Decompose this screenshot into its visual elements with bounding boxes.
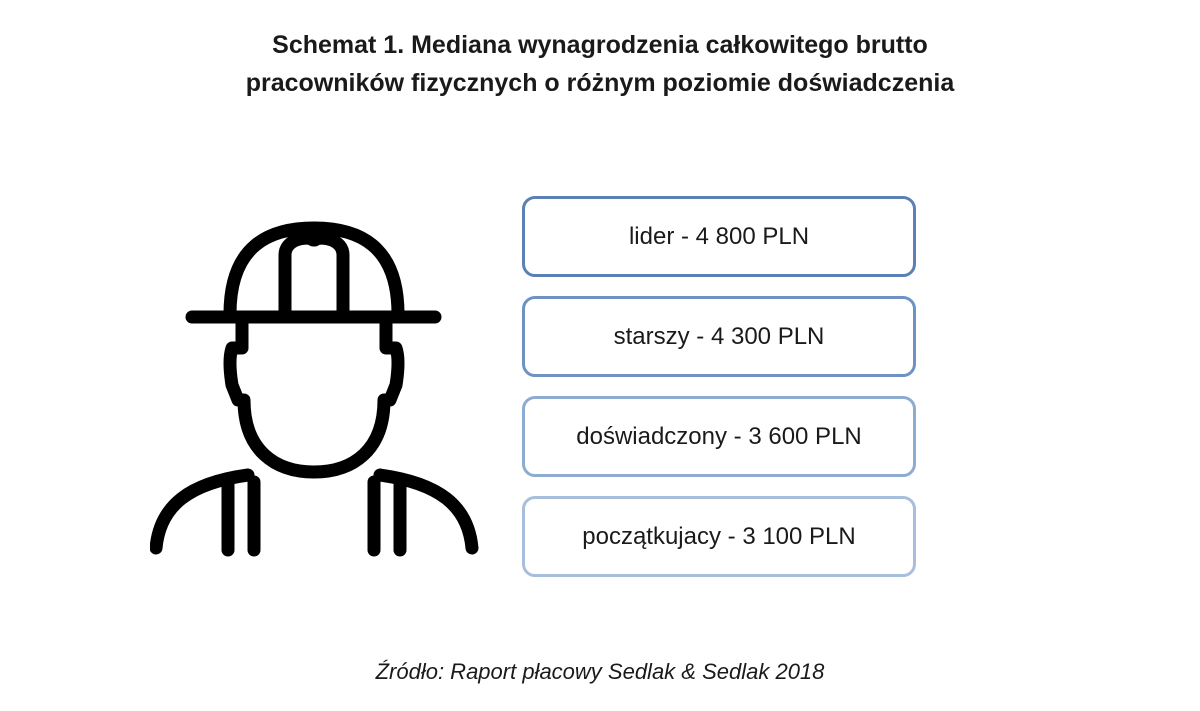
helmet-ridge-left — [285, 238, 315, 314]
diagram-title — [0, 26, 1200, 102]
level-label: doświadczony - 3 600 PLN — [576, 422, 862, 450]
level-label: starszy - 4 300 PLN — [613, 322, 825, 350]
diagram-title-line-1: Schemat 1. Mediana wynagrodzenia całkowitego brutto — [272, 31, 928, 59]
level-label: początkujacy - 3 100 PLN — [582, 522, 856, 550]
head-outline — [230, 322, 398, 472]
level-box-senior — [522, 296, 916, 377]
level-label: lider - 4 800 PLN — [628, 222, 810, 250]
level-box-leader — [522, 196, 916, 277]
helmet-ridge-right — [313, 238, 343, 314]
level-box-experienced — [522, 396, 916, 477]
level-box-beginner — [522, 496, 916, 577]
diagram-title-line-2: pracowników fizycznych o różnym poziomie doświadczenia — [245, 69, 955, 97]
experience-levels-list — [522, 196, 916, 596]
shoulders — [156, 475, 472, 548]
construction-worker-hardhat-icon — [150, 200, 490, 570]
source-note: Źródło: Raport płacowy Sedlak & Sedlak 2018 — [375, 659, 825, 684]
